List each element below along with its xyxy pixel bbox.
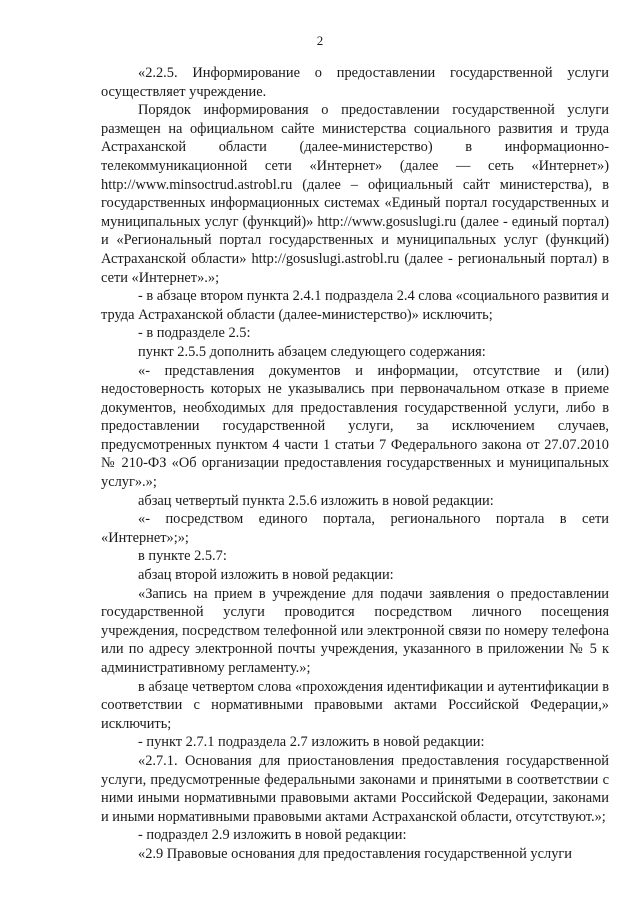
- paragraph: «Запись на прием в учреждение для подачи заявления о предоставлении государственной услуги проводится посредством личного посещения учреждения, посредством телефонной или электронной связи по номеру телефона или по адресу электронной почты учреждения, указанного в приложении № 5 к административному регламенту.»;: [101, 585, 609, 676]
- document-body: [101, 64, 609, 864]
- paragraph: абзац второй изложить в новой редакции:: [138, 567, 394, 584]
- paragraph: абзац четвертый пункта 2.5.6 изложить в новой редакции:: [138, 492, 494, 509]
- paragraph: «2.7.1. Основания для приостановления предоставления государственной услуги, предусмотренные федеральными законами и принятыми в соответствии с ними иными нормативными правовыми актами Российской Федерации, законами и иными нормативными правовыми актами Астраханской области, отсутствуют.»;: [101, 752, 609, 825]
- paragraph: в пункте 2.5.7:: [138, 548, 227, 565]
- paragraph: - пункт 2.7.1 подраздела 2.7 изложить в новой редакции:: [138, 734, 485, 751]
- paragraph: «- представления документов и информации, отсутствие и (или) недостоверность которых не указывались при первоначальном отказе в приеме документов, необходимых для предоставления государственной услуги, либо в предоставлении государственной услуги, за исключением случаев, предусмотренных пунктом 4 части 1 статьи 7 Федерального закона от 27.07.2010 № 210-ФЗ «Об организации предоставления государственных и муниципальных услуг».»;: [101, 362, 609, 491]
- paragraph: пункт 2.5.5 дополнить абзацем следующего содержания:: [138, 343, 486, 360]
- paragraph: - в абзаце втором пункта 2.4.1 подраздела 2.4 слова «социального развития и труда Астраханской области (далее-министерство)» исключить;: [101, 288, 609, 323]
- paragraph: Порядок информирования о предоставлении государственной услуги размещен на официальном сайте министерства социального развития и труда Астраханской области (далее-министерство) в информационно-телекоммуникационной сети «Интернет» (далее — сеть «Интернет») http://www.minsoctrud.astrobl.ru (далее – официальный сайт министерства), в государственных информационных системах «Единый портал государственных и муниципальных услуг (функций)» http://www.gosuslugi.ru (далее - единый портал) и «Региональный портал государственных и муниципальных услуг (функций) Астраханской области» http://gosuslugi.astrobl.ru (далее - региональный портал) в сети «Интернет».»;: [101, 102, 609, 286]
- paragraph: в абзаце четвертом слова «прохождения идентификации и аутентификации в соответствии с нормативными правовыми актами Российской Федерации,» исключить;: [101, 678, 609, 732]
- paragraph: «- посредством единого портала, регионального портала в сети «Интернет»;»;: [101, 511, 609, 546]
- page-number: 2: [316, 33, 324, 48]
- paragraph: - в подразделе 2.5:: [138, 325, 251, 342]
- paragraph: «2.9 Правовые основания для предоставления государственной услуги: [138, 845, 572, 862]
- paragraph: «2.2.5. Информирование о предоставлении государственной услуги осуществляет учреждение.: [101, 65, 609, 100]
- paragraph: - подраздел 2.9 изложить в новой редакции:: [138, 827, 407, 844]
